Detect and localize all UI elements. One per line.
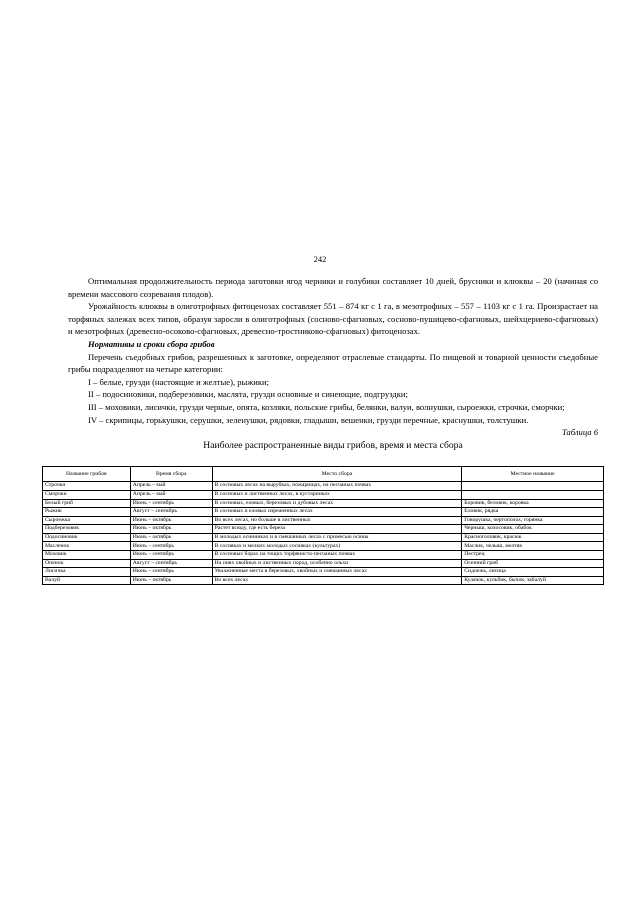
table-row [43, 576, 604, 585]
cell-local-name: Маслик, челыш, желтяк [462, 542, 604, 551]
cell-harvest-time: Июнь – сентябрь [130, 568, 212, 577]
cell-harvest-time: Июнь – сентябрь [130, 542, 212, 551]
cell-local-name: Сидоежь, лисица [462, 568, 604, 577]
header-mushroom-name: Название грибов [43, 467, 131, 482]
cell-harvest-time: Август – сентябрь [130, 559, 212, 568]
cell-harvest-place: Увлажненные места в березовых, хвойных и смешанных лесах [212, 568, 462, 577]
cell-local-name: Пестрец [462, 551, 604, 560]
table-row [43, 490, 604, 499]
table-row [43, 516, 604, 525]
cell-harvest-time: Июнь – сентябрь [130, 551, 212, 560]
page-number: 242 [313, 254, 327, 264]
cell-local-name: Еловик, рядка [462, 508, 604, 517]
cell-harvest-place: В молодых осинниках и в смешанных лесах с примесью осины [212, 533, 462, 542]
cell-local-name [462, 490, 604, 499]
cell-mushroom-name: Подберезовик [43, 525, 131, 534]
cell-harvest-place: В сосновых лесах на вырубках, пожарищах, на песчаных почвах [212, 482, 462, 491]
table-caption: Наиболее распространенные виды грибов, время и места сбора [203, 439, 463, 451]
table-row [43, 482, 604, 491]
cell-harvest-time: Август – сентябрь [130, 508, 212, 517]
table-row [43, 499, 604, 508]
cell-local-name: Боровик, беловик, коровка [462, 499, 604, 508]
table-header-row [43, 467, 604, 482]
cell-mushroom-name: Рыжик [43, 508, 131, 517]
paragraph-blueberry-harvest: Оптимальная продолжительность периода заготовки ягод черники и голубики составляет 10 дней, брусники и клюквы – 20 (начиная со времени массового созревания плодов). [68, 276, 598, 299]
cell-harvest-place: В сосняках и мелких молодых сосняках (культурах) [212, 542, 462, 551]
table-row [43, 525, 604, 534]
cell-mushroom-name: Строчки [43, 482, 131, 491]
category-1: I – белые, грузди (настоящие и желтые), рыжики; [88, 376, 270, 387]
paragraph-cranberry-yield: Урожайность клюквы в олиготрофных фитоценозах составляет 551 – 874 кг с 1 га, в мезотрофных – 557 – 1103 кг с 1 га. Произрастает на торфяных залежах всех типов, образуя заросли в олиготрофных (сосново-сфагновых, сосново-пушицево-сфагновых, шейхцериево-сфагновых) и мезотрофных (древесно-осоково-сфагновых, древесно-тростниково-сфагновых) фитоценозах. [68, 301, 598, 337]
category-3: III – моховики, лисички, грузди черные, опята, козляки, польские грибы, белянки, валуи, волнушки, сыроежки, строчки, сморчки; [88, 401, 565, 412]
cell-mushroom-name: Белый гриб [43, 499, 131, 508]
cell-local-name [462, 482, 604, 491]
section-heading-mushrooms: Нормативы и сроки сбора грибов [88, 338, 215, 349]
cell-harvest-place: В сосновых, еловых, березовых и дубовых лесах [212, 499, 462, 508]
page-content [45, 275, 598, 585]
cell-harvest-place: Во всех лесах [212, 576, 462, 585]
cell-local-name: Красноголовик, красюк [462, 533, 604, 542]
category-2: II – подосиновики, подберезовики, маслята, грузди основные и синеющие, подгруздки; [88, 389, 408, 400]
cell-local-name: Осенний гриб [462, 559, 604, 568]
header-local-name: Местное название [462, 467, 604, 482]
cell-mushroom-name: Масленок [43, 542, 131, 551]
cell-mushroom-name: Сыроежка [43, 516, 131, 525]
table-body [43, 482, 604, 585]
table-row [43, 533, 604, 542]
header-harvest-time: Время сбора [130, 467, 212, 482]
cell-harvest-time: Июнь – октябрь [130, 533, 212, 542]
mushroom-table [42, 466, 604, 585]
table-row [43, 568, 604, 577]
header-harvest-place: Место сбора [212, 467, 462, 482]
cell-local-name: Черныш, колосовик, обабок [462, 525, 604, 534]
table-row [43, 551, 604, 560]
cell-local-name: Говорушка, чертополох, горянка [462, 516, 604, 525]
cell-harvest-place: Во всех лесах, но больше в лиственных [212, 516, 462, 525]
cell-harvest-time: Апрель – май [130, 490, 212, 499]
cell-harvest-time: Июнь – октябрь [130, 525, 212, 534]
cell-harvest-time: Июнь – сентябрь [130, 499, 212, 508]
cell-mushroom-name: Моховик [43, 551, 131, 560]
paragraph-mushroom-standards: Перечень съедобных грибов, разрешенных к заготовке, определяют отраслевые стандарты. По пищевой и товарной ценности съедобные грибы подразделяют на четыре категории: [68, 351, 598, 375]
cell-harvest-time: Июнь – октябрь [130, 516, 212, 525]
cell-harvest-place: В сосновых борах на тощих торфянисто-песчаных почвах [212, 551, 462, 560]
cell-harvest-place: На пнях хвойных и лиственных пород, особенно ольхи [212, 559, 462, 568]
cell-harvest-place: В сосновых и еловых изреженных лесах [212, 508, 462, 517]
cell-mushroom-name: Валуй [43, 576, 131, 585]
cell-harvest-time: Апрель – май [130, 482, 212, 491]
table-row [43, 559, 604, 568]
cell-local-name: Кулачок, кульбик, бычок, забалуй [462, 576, 604, 585]
table-row [43, 542, 604, 551]
cell-harvest-time: Июнь – октябрь [130, 576, 212, 585]
cell-mushroom-name: Лисичка [43, 568, 131, 577]
table-row [43, 508, 604, 517]
cell-mushroom-name: Подосиновик [43, 533, 131, 542]
cell-harvest-place: В сосновых и лиственных лесах, в кустарниках [212, 490, 462, 499]
cell-harvest-place: Растет всюду, где есть береза [212, 525, 462, 534]
cell-mushroom-name: Сморчки [43, 490, 131, 499]
table-label: Таблица 6 [561, 427, 598, 438]
cell-mushroom-name: Опенок [43, 559, 131, 568]
category-4: IV – скрипицы, горькушки, серушки, зеленушки, рядовки, гладыши, вешенки, грузди перечные, краснушки, толстушки. [88, 414, 529, 425]
